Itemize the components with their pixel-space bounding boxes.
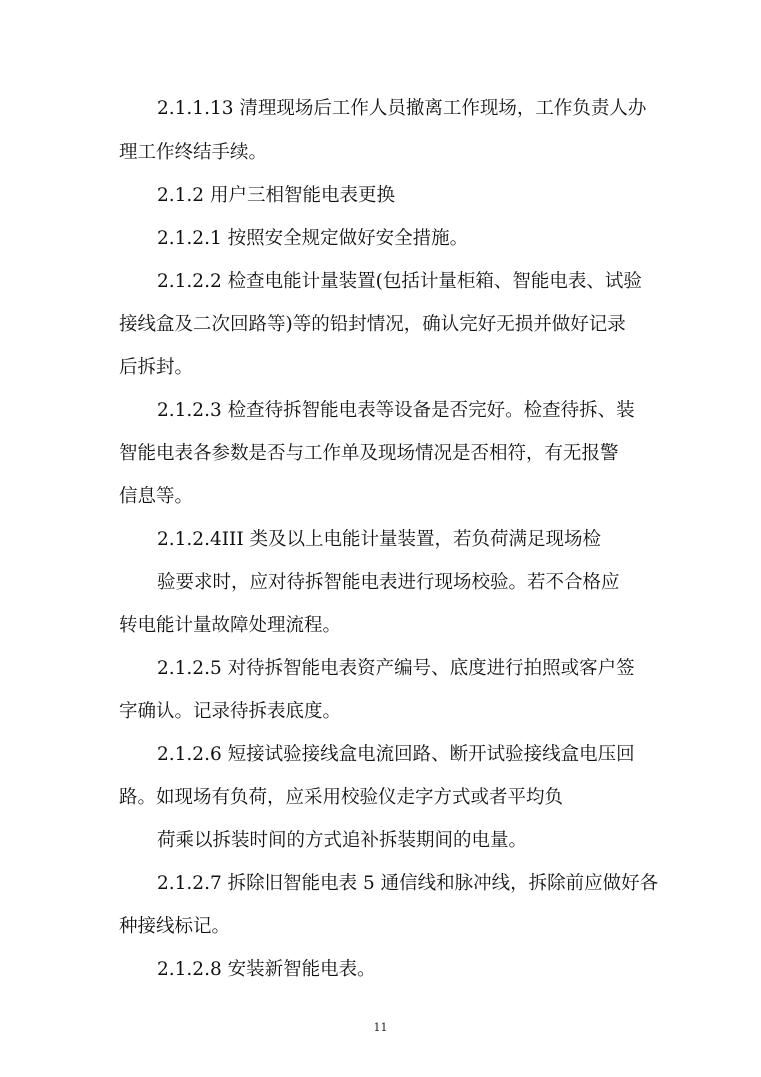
text-line-5: 2.1.2.2 检查电能计量装置(包括计量柜箱、智能电表、试验: [157, 271, 642, 292]
text-line-2: 理工作终结手续。: [119, 142, 268, 163]
text-line-9: 智能电表各参数是否与工作单及现场情况是否相符，有无报警: [119, 443, 619, 464]
text-line-17: 路。如现场有负荷，应采用校验仪走字方式或者平均负: [119, 787, 564, 808]
text-line-1: 2.1.1.13 清理现场后工作人员撤离工作现场，工作负责人办: [157, 98, 647, 119]
text-line-14: 2.1.2.5 对待拆智能电表资产编号、底度进行拍照或客户签: [157, 658, 635, 679]
text-line-4: 2.1.2.1 按照安全规定做好安全措施。: [157, 228, 469, 249]
text-line-15: 字确认。记录待拆表底度。: [119, 701, 342, 722]
text-line-13: 转电能计量故障处理流程。: [119, 615, 342, 636]
page-number: 11: [373, 1021, 388, 1034]
text-line-20: 种接线标记。: [119, 916, 231, 937]
text-line-18: 荷乘以拆装时间的方式追补拆装期间的电量。: [157, 830, 528, 851]
text-line-10: 信息等。: [119, 486, 194, 507]
section-heading-2-1-2: 2.1.2 用户三相智能电表更换: [157, 185, 395, 206]
text-line-6: 接线盒及二次回路等)等的铅封情况，确认完好无损并做好记录: [119, 314, 626, 335]
text-line-19: 2.1.2.7 拆除旧智能电表 5 通信线和脉冲线，拆除前应做好各: [157, 873, 659, 894]
text-line-12: 验要求时，应对待拆智能电表进行现场校验。若不合格应: [157, 572, 620, 593]
text-line-21: 2.1.2.8 安装新智能电表。: [157, 959, 376, 980]
text-line-8: 2.1.2.3 检查待拆智能电表等设备是否完好。检查待拆、装: [157, 400, 635, 421]
text-line-16: 2.1.2.6 短接试验接线盒电流回路、断开试验接线盒电压回: [157, 744, 635, 765]
text-line-11: 2.1.2.4III 类及以上电能计量装置，若负荷满足现场检: [157, 529, 602, 550]
text-line-7: 后拆封。: [119, 357, 194, 378]
